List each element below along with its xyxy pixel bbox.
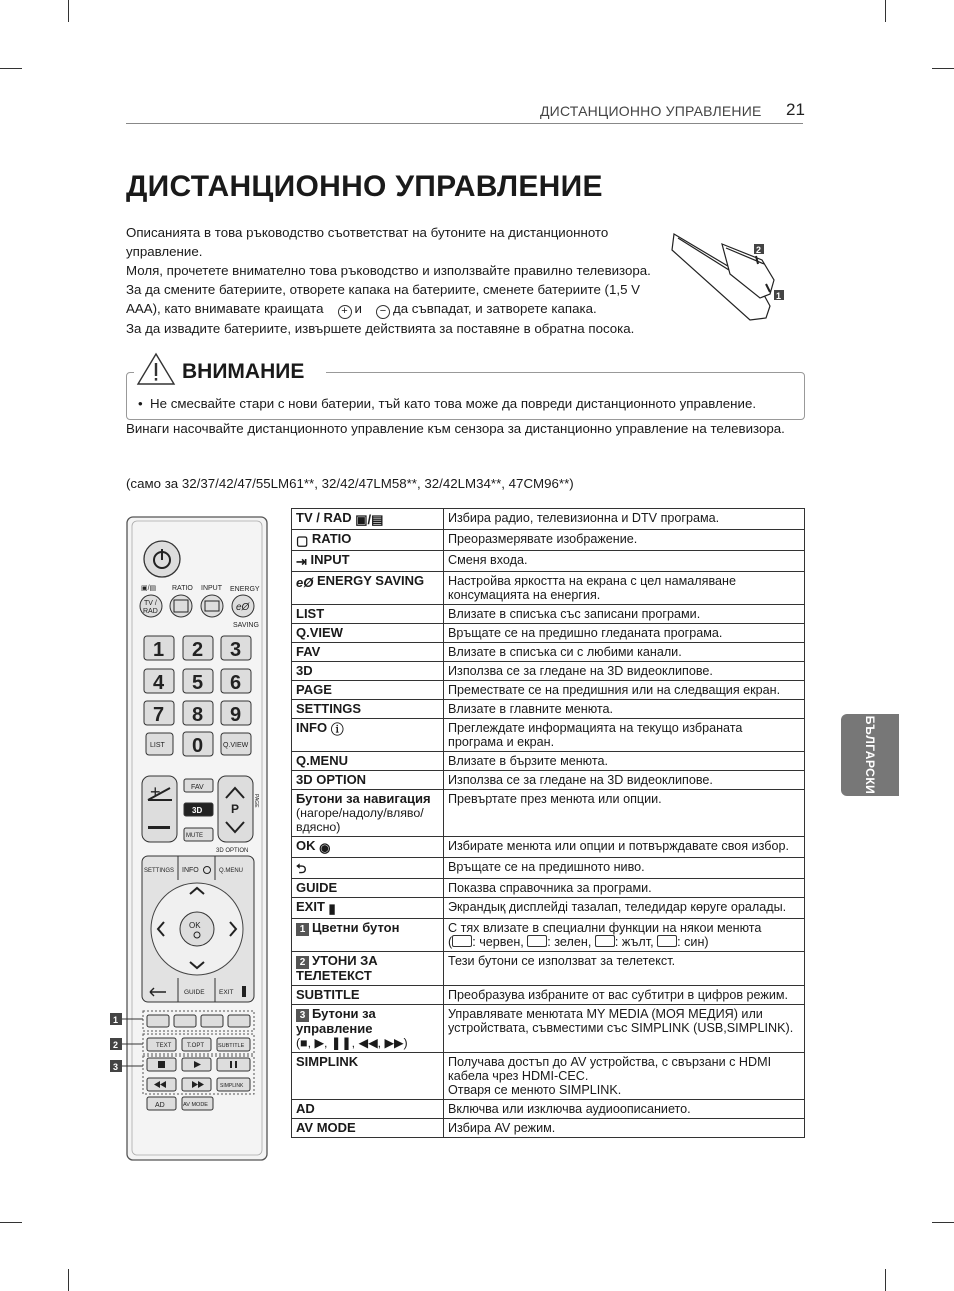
button-key-cell bbox=[292, 530, 444, 551]
color-name: жълт bbox=[621, 935, 651, 949]
button-key-cell bbox=[292, 1053, 444, 1100]
button-desc: Отваря се менюто SIMPLINK. bbox=[448, 1083, 622, 1097]
button-desc: Показва справочника за програми. bbox=[448, 881, 652, 895]
remote-label-subtitle: SUBTITLE bbox=[218, 1043, 245, 1049]
button-desc: Влизате в списъка със записани програми. bbox=[448, 607, 701, 621]
button-key-cell bbox=[292, 1100, 444, 1119]
remote-label-input: INPUT bbox=[201, 585, 222, 592]
button-key-label: ENERGY SAVING bbox=[316, 573, 425, 588]
color-button-icon bbox=[657, 935, 677, 947]
pause-icon bbox=[230, 1061, 232, 1068]
remote-label-simplink: SIMPLINK bbox=[220, 1083, 244, 1089]
table-row bbox=[292, 624, 805, 643]
button-key-cell bbox=[292, 752, 444, 771]
button-key-cell bbox=[292, 1119, 444, 1138]
button-key-cell bbox=[292, 898, 444, 919]
ok-icon: ◉ bbox=[319, 840, 331, 855]
table-row bbox=[292, 1119, 805, 1138]
remote-label-3d: 3D bbox=[192, 806, 203, 815]
button-key-label: TV / RAD bbox=[296, 510, 352, 525]
button-desc-cell bbox=[444, 1100, 805, 1119]
tv-rad-icon: ▣/▤ bbox=[141, 585, 157, 592]
button-desc-cell bbox=[444, 624, 805, 643]
intro-paragraph: Моля, прочетете внимателно това ръководство и използвайте правилно телевизора. bbox=[126, 263, 651, 278]
table-row bbox=[292, 898, 805, 919]
button-desc-cell bbox=[444, 700, 805, 719]
running-header: ДИСТАНЦИОННО УПРАВЛЕНИЕ bbox=[540, 103, 762, 119]
exit-icon bbox=[242, 986, 246, 997]
table-row bbox=[292, 551, 805, 572]
button-desc-cell bbox=[444, 752, 805, 771]
figure-label: 1 bbox=[776, 291, 782, 301]
button-desc-cell bbox=[444, 681, 805, 700]
button-desc-cell bbox=[444, 662, 805, 681]
digit-key-label: 1 bbox=[153, 639, 165, 661]
button-key-cell bbox=[292, 700, 444, 719]
button-key-cell bbox=[292, 605, 444, 624]
digit-key-label: 5 bbox=[192, 672, 204, 694]
button-description-table bbox=[291, 508, 805, 1138]
button-key-label: SETTINGS bbox=[296, 701, 362, 716]
color-button-icon bbox=[595, 935, 615, 947]
table-row bbox=[292, 919, 805, 952]
button-key-label: AD bbox=[296, 1101, 315, 1116]
callout-badge: 3 bbox=[296, 1009, 309, 1022]
button-desc: Включва или изключва аудиоописанието. bbox=[448, 1102, 691, 1116]
remote-label-qmenu: Q.MENU bbox=[219, 868, 243, 874]
button-desc: Преглеждате информацията на текущо избраната програма и екран. bbox=[448, 721, 743, 749]
intro-text-part: и bbox=[354, 301, 362, 316]
remote-label-info: INFO bbox=[182, 867, 199, 874]
button-key-label: УТОНИ ЗА ТЕЛЕТЕКСТ bbox=[296, 953, 378, 983]
digit-key-label: 4 bbox=[153, 672, 165, 694]
button-desc: Получава достъп до AV устройства, с свързани с HDMI кабела чрез HDMI-CEC. bbox=[448, 1055, 772, 1083]
callout-badge: 2 bbox=[296, 956, 309, 969]
digit-key-label: 2 bbox=[192, 639, 204, 661]
button-key-label: RATIO bbox=[311, 531, 352, 546]
table-row bbox=[292, 1053, 805, 1100]
digit-key-label: 9 bbox=[230, 704, 242, 726]
button-key-cell bbox=[292, 509, 444, 530]
input-icon: ⇥ bbox=[296, 554, 307, 569]
table-row bbox=[292, 1005, 805, 1053]
button-desc: Влизате в главните менюта. bbox=[448, 702, 613, 716]
figure-label: 2 bbox=[756, 245, 762, 255]
button-key-cell bbox=[292, 643, 444, 662]
tv-rad-icon: ▣/▤ bbox=[355, 512, 384, 527]
table-row bbox=[292, 605, 805, 624]
table-row bbox=[292, 879, 805, 898]
callout-badge: 1 bbox=[296, 923, 309, 936]
page-title: ДИСТАНЦИОННО УПРАВЛЕНИЕ bbox=[126, 170, 603, 203]
energy-icon: eØ bbox=[236, 602, 250, 613]
digit-key-label: 8 bbox=[192, 704, 204, 726]
ratio-icon: ▢ bbox=[296, 533, 309, 548]
button-desc: Избира радио, телевизионна и DTV програма. bbox=[448, 511, 720, 525]
button-desc: Връщате се на предишно гледаната програма. bbox=[448, 626, 723, 640]
button-key-cell bbox=[292, 879, 444, 898]
callout-1: 1 bbox=[113, 1015, 119, 1025]
button-key-label: LIST bbox=[296, 606, 325, 621]
remote-label-saving: SAVING bbox=[233, 622, 259, 629]
callout-3: 3 bbox=[113, 1062, 119, 1072]
button-desc-cell bbox=[444, 572, 805, 605]
button-desc-cell bbox=[444, 837, 805, 858]
button-key-label: 3D OPTION bbox=[296, 772, 367, 787]
table-row bbox=[292, 752, 805, 771]
remote-label-guide: GUIDE bbox=[184, 989, 205, 996]
digit-key-label: 6 bbox=[230, 672, 242, 694]
button-key-cell bbox=[292, 952, 444, 986]
button-desc-cell bbox=[444, 1119, 805, 1138]
button-key-cell bbox=[292, 858, 444, 879]
button-key-cell bbox=[292, 986, 444, 1005]
remote-label-fav: FAV bbox=[191, 784, 204, 791]
table-row bbox=[292, 1100, 805, 1119]
page-number: 21 bbox=[786, 100, 805, 119]
button-desc-cell bbox=[444, 719, 805, 752]
button-key-label: GUIDE bbox=[296, 880, 338, 895]
volume-down-icon bbox=[148, 826, 170, 829]
caution-text: Не смесвайте стари с нови батерии, тъй като това може да повреди дистанционното управление. bbox=[150, 396, 757, 411]
table-row bbox=[292, 952, 805, 986]
volume-up-icon: + bbox=[150, 782, 161, 802]
button-desc: Връщате се на предишното ниво. bbox=[448, 860, 645, 874]
color-button-icon bbox=[527, 935, 547, 947]
button-key-cell bbox=[292, 1005, 444, 1053]
table-row bbox=[292, 662, 805, 681]
table-row bbox=[292, 986, 805, 1005]
back-icon: ⮌ bbox=[296, 861, 307, 876]
remote-label-energy: ENERGY bbox=[230, 586, 260, 593]
button-desc: Настройва яркостта на екрана с цел намаляване консумацията на енергия. bbox=[448, 574, 736, 602]
button-key-cell bbox=[292, 662, 444, 681]
button-key-cell bbox=[292, 624, 444, 643]
table-row bbox=[292, 771, 805, 790]
remote-label-tv: TV / bbox=[144, 600, 157, 607]
button-desc-cell bbox=[444, 879, 805, 898]
digit-key-label: 7 bbox=[153, 704, 165, 726]
remote-label-ok: OK bbox=[189, 921, 201, 930]
table-row bbox=[292, 790, 805, 837]
button-desc-cell bbox=[444, 1053, 805, 1100]
button-desc: Влизате в списъка си с любими канали. bbox=[448, 645, 682, 659]
button-desc: Премествате се на предишния или на следващия екран. bbox=[448, 683, 781, 697]
button-desc-cell bbox=[444, 643, 805, 662]
button-key-label: SIMPLINK bbox=[296, 1054, 359, 1069]
intro-paragraph: Описанията в това ръководство съответстват на бутоните на дистанционното управление. bbox=[126, 225, 609, 259]
button-key-label: SUBTITLE bbox=[296, 987, 360, 1002]
button-desc-cell bbox=[444, 771, 805, 790]
button-key-cell bbox=[292, 790, 444, 837]
button-desc: Избира AV режим. bbox=[448, 1121, 556, 1135]
button-desc-cell bbox=[444, 530, 805, 551]
intro-text-part: да съвпадат, и затворете капака. bbox=[392, 301, 597, 316]
button-desc-cell bbox=[444, 605, 805, 624]
button-key-label: Бутони за управление bbox=[296, 1006, 376, 1036]
button-desc-cell bbox=[444, 898, 805, 919]
table-row bbox=[292, 681, 805, 700]
button-key-sub: (нагоре/надолу/вляво/вдясно) bbox=[296, 806, 424, 834]
plus-icon: + bbox=[338, 305, 352, 319]
button-desc: Превъртате през менюта или опции. bbox=[448, 792, 662, 806]
remote-label-page: PAGE bbox=[253, 794, 259, 808]
button-desc-cell: С тях влизате в специални функции на някои менюта ( : червен, : зелен, : жълт, : син) bbox=[444, 919, 805, 952]
button-desc: Влизате в бързите менюта. bbox=[448, 754, 608, 768]
button-key-cell bbox=[292, 837, 444, 858]
button-desc-cell bbox=[444, 858, 805, 879]
button-key-cell bbox=[292, 572, 444, 605]
digit-key-label: 0 bbox=[192, 735, 204, 757]
button-key-label: 3D bbox=[296, 663, 313, 678]
remote-label-ad: AD bbox=[155, 1102, 165, 1109]
intro-text-part: За да смените батериите, отворете капака на батериите, сменете батериите (1,5 V AAA), като внимавате краищата bbox=[126, 282, 641, 316]
button-desc: Сменя входа. bbox=[448, 553, 528, 567]
table-row bbox=[292, 858, 805, 879]
exit-icon: ▮ bbox=[328, 901, 336, 916]
button-desc: Използва се за гледане на 3D видеоклипове. bbox=[448, 664, 713, 678]
bullet: • bbox=[138, 396, 143, 411]
button-key-label: Q.MENU bbox=[296, 753, 348, 768]
button-key-cell bbox=[292, 719, 444, 752]
button-key-label: INPUT bbox=[310, 552, 350, 567]
button-key-label: Бутони за навигация bbox=[296, 791, 431, 806]
remote-label-qview: Q.VIEW bbox=[223, 742, 249, 749]
button-desc: Преоразмерявате изображение. bbox=[448, 532, 638, 546]
button-key-label: Цветни бутон bbox=[312, 920, 400, 935]
button-key-cell bbox=[292, 681, 444, 700]
color-name: зелен bbox=[554, 935, 588, 949]
remote-label-3d-option: 3D OPTION bbox=[216, 848, 249, 854]
button-key-label: OK bbox=[296, 838, 316, 853]
button-key-cell bbox=[292, 919, 444, 952]
remote-label-ratio: RATIO bbox=[172, 585, 193, 592]
digit-key-label: 3 bbox=[230, 639, 242, 661]
button-key-cell bbox=[292, 771, 444, 790]
stop-icon bbox=[158, 1061, 165, 1068]
button-desc: Экрандық дисплейді тазалап, теледидар көруге оралады. bbox=[448, 900, 787, 914]
table-row bbox=[292, 509, 805, 530]
color-button-icon bbox=[452, 935, 472, 947]
button-key-label: FAV bbox=[296, 644, 321, 659]
table-row bbox=[292, 700, 805, 719]
remote-label-settings: SETTINGS bbox=[144, 868, 175, 874]
table-row bbox=[292, 643, 805, 662]
color-name: червен bbox=[479, 935, 521, 949]
button-desc-cell bbox=[444, 790, 805, 837]
model-note: (само за 32/37/42/47/55LM61**, 32/42/47LM58**, 32/42LM34**, 47CM96**) bbox=[126, 476, 574, 491]
button-desc-cell bbox=[444, 952, 805, 986]
remote-label-exit: EXIT bbox=[219, 989, 234, 996]
table-row bbox=[292, 530, 805, 551]
button-desc: Използва се за гледане на 3D видеоклипове. bbox=[448, 773, 713, 787]
button-key-label: Q.VIEW bbox=[296, 625, 343, 640]
caution-title: ВНИМАНИЕ bbox=[182, 360, 305, 383]
remote-label-text: TEXT bbox=[156, 1043, 172, 1049]
table-row bbox=[292, 837, 805, 858]
energy-icon: eØ bbox=[296, 575, 314, 590]
remote-label-mute: MUTE bbox=[186, 833, 203, 839]
button-desc-cell bbox=[444, 551, 805, 572]
button-key-label: AV MODE bbox=[296, 1120, 356, 1135]
button-desc: Управлявате менютата MY MEDIA (МОЯ МЕДИЯ) или устройствата, съвместими със SIMPLINK (USB,SIMPLINK). bbox=[448, 1007, 794, 1035]
button-desc-cell bbox=[444, 986, 805, 1005]
aim-instruction: Винаги насочвайте дистанционното управление към сензора за дистанционно управление на телевизора. bbox=[126, 421, 785, 436]
remote-label-list: LIST bbox=[150, 742, 165, 749]
button-desc: С тях влизате в специални функции на някои менюта bbox=[448, 921, 762, 935]
button-desc: Избирате менюта или опции и потвърждавате своя избор. bbox=[448, 839, 789, 853]
table-row bbox=[292, 572, 805, 605]
remote-label-rad: RAD bbox=[143, 608, 158, 615]
minus-icon: − bbox=[376, 305, 390, 319]
button-key-label: EXIT bbox=[296, 899, 325, 914]
button-key-label: PAGE bbox=[296, 682, 332, 697]
button-key-cell bbox=[292, 551, 444, 572]
button-key-label: INFO bbox=[296, 720, 328, 735]
button-desc-cell bbox=[444, 1005, 805, 1053]
playback-icons: (■, ▶, ❚❚, ◀◀, ▶▶) bbox=[296, 1036, 408, 1050]
button-desc: Преобразува избраните от вас субтитри в цифров режим. bbox=[448, 988, 789, 1002]
color-name: син bbox=[684, 935, 705, 949]
remote-label-av-mode: AV MODE bbox=[183, 1102, 208, 1108]
callout-2: 2 bbox=[113, 1040, 119, 1050]
table-row bbox=[292, 719, 805, 752]
remote-label-p: P bbox=[231, 802, 240, 816]
button-desc: Тези бутони се използват за телетекст. bbox=[448, 954, 676, 968]
language-tab-label: БЪЛГАРСКИ bbox=[863, 715, 877, 795]
intro-paragraph: За да извадите батериите, извършете действията за поставяне в обратна посока. bbox=[126, 321, 635, 336]
button-desc-cell bbox=[444, 509, 805, 530]
remote-label-topt: T.OPT bbox=[187, 1043, 205, 1049]
info-icon: ⓘ bbox=[330, 722, 344, 737]
